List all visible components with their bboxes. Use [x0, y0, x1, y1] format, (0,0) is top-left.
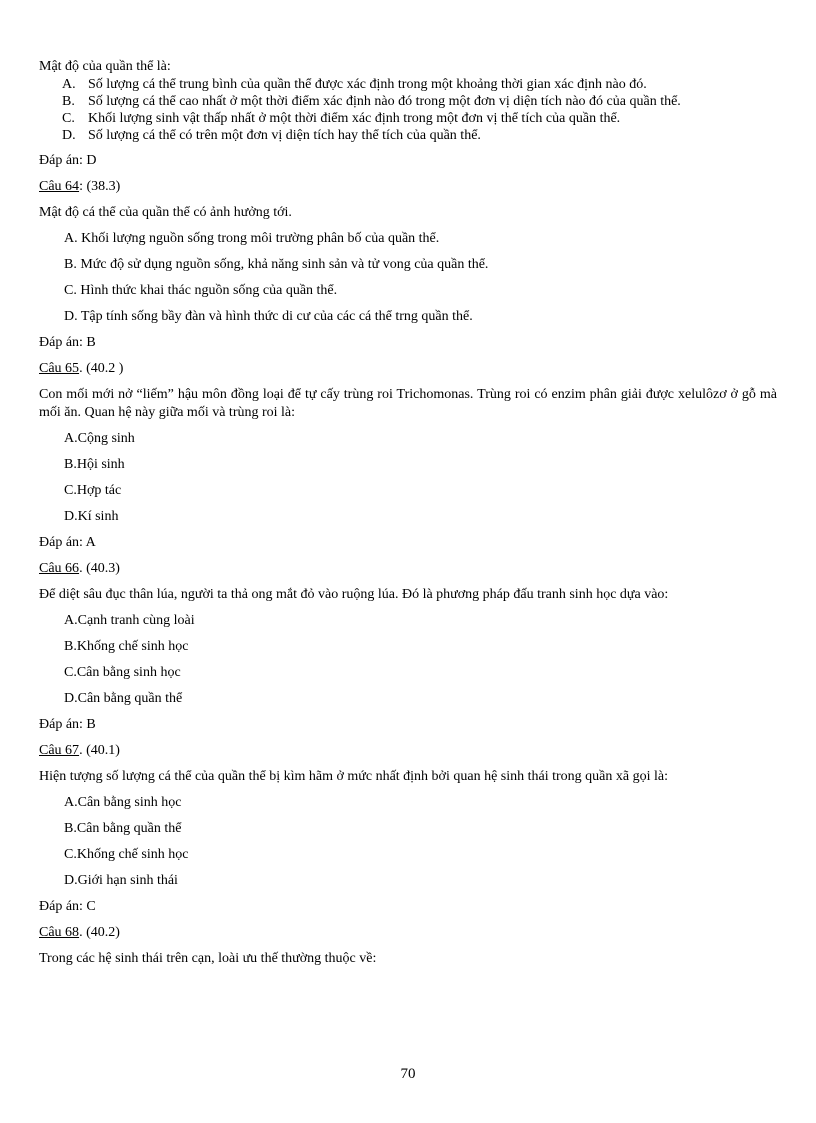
choice-d: D.Giới hạn sinh thái [64, 873, 178, 888]
choice-a: A.Cộng sinh [64, 431, 135, 446]
choice-d: D.Cân bằng quần thể [64, 691, 183, 706]
option-c: C. Khối lượng sinh vật thấp nhất ở một thời điểm xác định trong một đơn vị thể tích của quần thể. [62, 111, 621, 126]
option-a: A. Số lượng cá thể trung bình của quần thể được xác định trong một khoảng thời gian xác định nào đó. [62, 77, 647, 92]
question-heading: Câu 64: (38.3) [39, 179, 121, 194]
page-number: 70 [400, 1066, 416, 1082]
answer-line: Đáp án: C [39, 899, 96, 914]
choice-c: C.Cân bằng sinh học [64, 665, 181, 680]
choice-c: C. Hình thức khai thác nguồn sống của quần thể. [64, 283, 338, 298]
choice-b: B.Hội sinh [64, 457, 125, 472]
question-stem: Trong các hệ sinh thái trên cạn, loài ưu thế thường thuộc về: [39, 951, 377, 966]
page-content [39, 58, 777, 968]
choice-b: B. Mức độ sử dụng nguồn sống, khả năng sinh sản và tử vong của quần thể. [64, 257, 489, 272]
answer-line: Đáp án: D [39, 153, 97, 168]
question-stem: Hiện tượng số lượng cá thể của quần thể bị kìm hãm ở mức nhất định bởi quan hệ sinh thái trong quần xã gọi là: [39, 769, 668, 784]
question-stem: Mật độ của quần thể là: [39, 59, 171, 74]
question-heading: Câu 68. (40.2) [39, 925, 120, 940]
choice-b: B.Khống chế sinh học [64, 639, 189, 654]
choice-a: A.Cân bằng sinh học [64, 795, 182, 810]
choice-d: D.Kí sinh [64, 509, 119, 524]
question-stem: Mật độ cá thể của quần thể có ảnh hưởng tới. [39, 205, 292, 220]
choice-c: C.Hợp tác [64, 483, 122, 498]
choice-c: C.Khống chế sinh học [64, 847, 189, 862]
question-heading: Câu 66. (40.3) [39, 561, 120, 576]
answer-line: Đáp án: A [39, 535, 96, 550]
question-stem: Để diệt sâu đục thân lúa, người ta thả ong mắt đỏ vào ruộng lúa. Đó là phương pháp đấu tranh sinh học dựa vào: [39, 587, 669, 602]
choice-d: D. Tập tính sống bầy đàn và hình thức di cư của các cá thể trng quần thể. [64, 309, 473, 324]
option-d: D. Số lượng cá thể có trên một đơn vị diện tích hay thể tích của quần thể. [62, 128, 481, 143]
answer-line: Đáp án: B [39, 335, 96, 350]
option-b: B. Số lượng cá thể cao nhất ở một thời điểm xác định nào đó trong một đơn vị diện tích nào đó của quần thể. [62, 94, 681, 109]
question-stem: Con mối mới nở “liếm” hậu môn đồng loại để tự cấy trùng roi Trichomonas. Trùng roi có enzim phân giải được xelulôzơ ở gỗ mà mối ăn. Quan hệ này giữa mối và trùng roi là: [39, 387, 777, 420]
choice-a: A.Cạnh tranh cùng loài [64, 613, 195, 628]
choice-a: A. Khối lượng nguồn sống trong môi trường phân bố của quần thể. [64, 231, 440, 246]
choice-b: B.Cân bằng quần thể [64, 821, 182, 836]
answer-line: Đáp án: B [39, 717, 96, 732]
question-heading: Câu 65. (40.2 ) [39, 361, 124, 376]
option-list [39, 76, 777, 144]
question-heading: Câu 67. (40.1) [39, 743, 120, 758]
